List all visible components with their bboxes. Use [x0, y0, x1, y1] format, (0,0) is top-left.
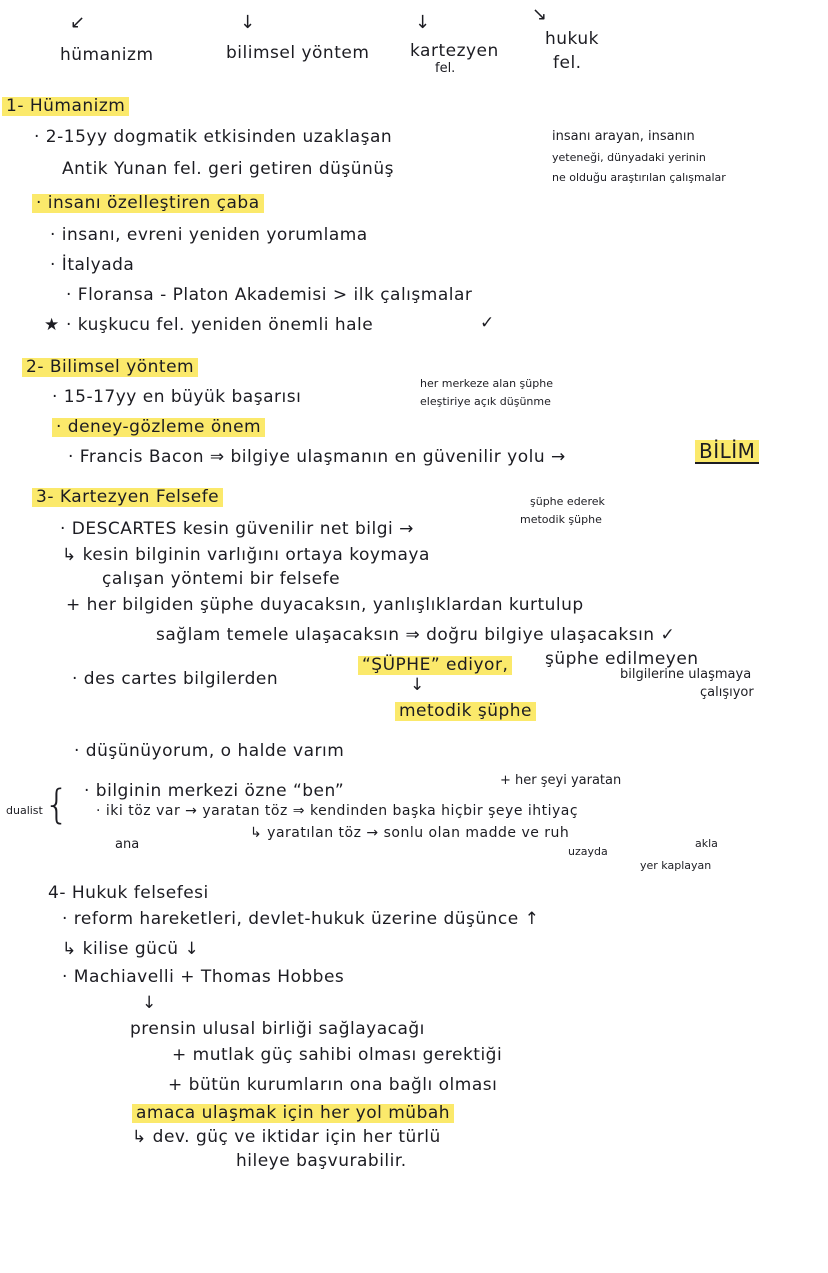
down-arrow-icon: ↘ — [532, 4, 548, 25]
term-kartezyen-sub: fel. — [435, 61, 456, 76]
s4-line: + mutlak güç sahibi olması gerektiği — [172, 1045, 503, 1065]
s4-line: · Machiavelli + Thomas Hobbes — [62, 967, 345, 987]
s3-label-ana: ana — [115, 837, 140, 852]
brace-icon: { — [44, 782, 70, 828]
s4-line: ↳ dev. güç ve iktidar için her türlü — [132, 1127, 441, 1147]
s3-line: bilgilerine ulaşmaya — [620, 667, 752, 682]
term-hukuk-sub: fel. — [553, 53, 582, 73]
s2-side-note: eleştiriye açık düşünme — [420, 395, 551, 408]
s3-line: · DESCARTES kesin güvenilir net bilgi → — [60, 519, 414, 539]
s3-line: + her bilgiden şüphe duyacaksın, yanlışlıklardan kurtulup — [66, 595, 584, 615]
down-arrow-icon: ↓ — [410, 675, 425, 695]
s3-side-note: + her şeyi yaratan — [500, 773, 622, 788]
star-icon: ★ — [44, 315, 60, 335]
section-title-hukuk: 4- Hukuk felsefesi — [48, 883, 209, 903]
s3-side-note: şüphe ederek — [530, 495, 605, 508]
s3-side-note: metodik şüphe — [520, 513, 602, 526]
s1-side-note: ne olduğu araştırılan çalışmalar — [552, 171, 726, 184]
s4-line: prensin ulusal birliği sağlayacağı — [130, 1019, 425, 1039]
term-kartezyen: kartezyen — [410, 41, 499, 61]
s4-line: hileye başvurabilir. — [236, 1151, 407, 1171]
s3-line: çalışıyor — [700, 685, 754, 700]
section-title-humanizm: 1- Hümanizm — [2, 97, 129, 116]
down-arrow-icon: ↓ — [240, 12, 256, 33]
metodik-highlight: metodik şüphe — [395, 702, 536, 721]
s1-line: · 2-15yy dogmatik etkisinden uzaklaşan — [34, 127, 393, 147]
s1-line: · Floransa - Platon Akademisi > ilk çalışmalar — [66, 285, 473, 305]
s1-line: Antik Yunan fel. geri getiren düşünüş — [62, 159, 394, 179]
s1-line: · İtalyada — [50, 255, 135, 275]
s3-label-uzay: uzayda — [568, 845, 608, 858]
check-icon: ✓ — [480, 313, 495, 333]
s2-line: · 15-17yy en büyük başarısı — [52, 387, 302, 407]
s3-line: şüphe edilmeyen — [545, 649, 699, 669]
s2-line: · Francis Bacon ⇒ bilgiye ulaşmanın en güvenilir yolu → — [68, 447, 566, 467]
down-arrow-icon: ↙ — [70, 12, 86, 33]
s3-label-yer: yer kaplayan — [640, 859, 712, 872]
term-hukuk: hukuk — [545, 29, 599, 49]
s2-highlight-line: · deney-gözleme önem — [52, 418, 265, 437]
s1-highlight-line: · insanı özelleştiren çaba — [32, 194, 264, 213]
s3-line: ↳ kesin bilginin varlığını ortaya koymaya — [62, 545, 430, 565]
s2-side-note: her merkeze alan şüphe — [420, 377, 553, 390]
s3-line: çalışan yöntemi bir felsefe — [102, 569, 341, 589]
down-arrow-icon: ↓ — [142, 993, 157, 1013]
s4-highlight-line: amaca ulaşmak için her yol mübah — [132, 1104, 454, 1123]
s3-label-akla: akla — [695, 837, 718, 850]
s1-line: · kuşkucu fel. yeniden önemli hale — [66, 315, 374, 335]
s3-line: · des cartes bilgilerden — [72, 669, 279, 689]
s3-line: ↳ yaratılan töz → sonlu olan madde ve ruh — [250, 825, 570, 841]
section-title-kartezyen: 3- Kartezyen Felsefe — [32, 488, 223, 507]
term-bilimsel: bilimsel yöntem — [226, 43, 370, 63]
s3-line: · düşünüyorum, o halde varım — [74, 741, 345, 761]
s1-side-note: insanı arayan, insanın — [552, 129, 695, 144]
s1-side-note: yeteneği, dünyadaki yerinin — [552, 151, 706, 164]
suphe-highlight: “ŞÜPHE” ediyor, — [358, 656, 512, 675]
section-title-bilimsel: 2- Bilimsel yöntem — [22, 358, 198, 377]
s1-line: · insanı, evreni yeniden yorumlama — [50, 225, 368, 245]
term-humanizm: hümanizm — [60, 45, 154, 65]
bilim-highlight: BİLİM — [695, 440, 759, 464]
down-arrow-icon: ↓ — [415, 12, 431, 33]
s4-line: · reform hareketleri, devlet-hukuk üzerine düşünce ↑ — [62, 909, 540, 929]
s4-line: ↳ kilise gücü ↓ — [62, 939, 200, 959]
s3-line: · bilginin merkezi özne “ben” — [84, 781, 345, 801]
s3-line: · iki töz var → yaratan töz ⇒ kendinden başka hiçbir şeye ihtiyaç — [96, 803, 579, 819]
s3-label-dualist: dualist — [6, 804, 43, 817]
s3-line: sağlam temele ulaşacaksın ⇒ doğru bilgiye ulaşacaksın ✓ — [156, 625, 676, 645]
s4-line: + bütün kurumların ona bağlı olması — [168, 1075, 498, 1095]
